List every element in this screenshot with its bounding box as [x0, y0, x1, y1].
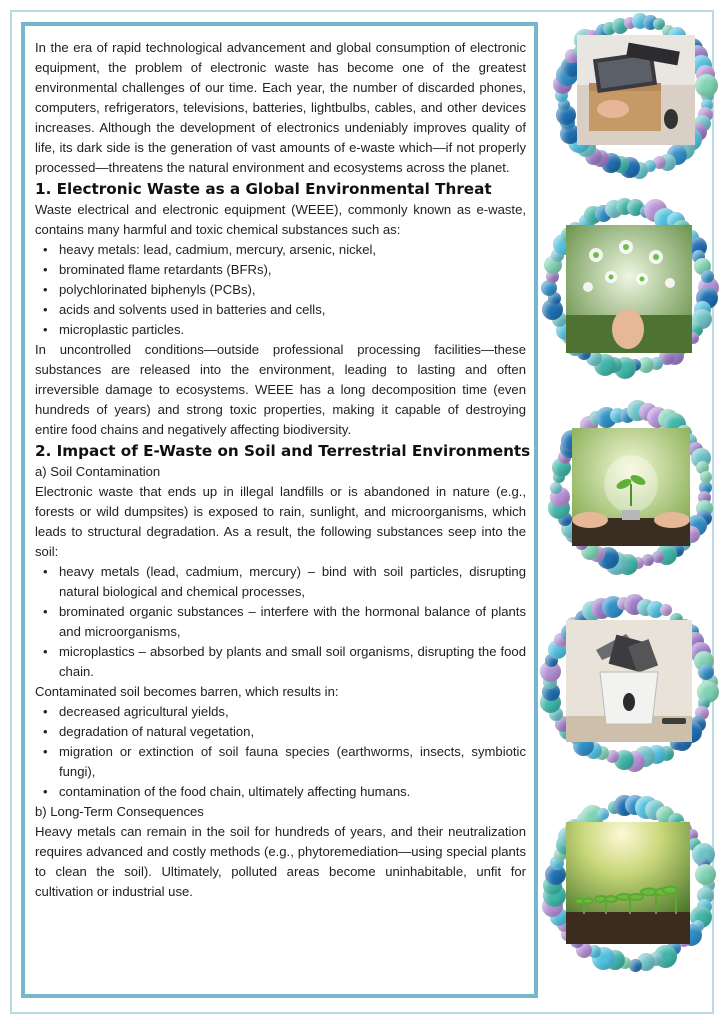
list-item: • microplastic particles.: [35, 320, 526, 340]
section-1-heading: 1. Electronic Waste as a Global Environmental Threat: [35, 180, 492, 198]
soil-substances-list: [35, 562, 526, 682]
list-item: • heavy metals: lead, cadmium, mercury, arsenic, nickel,: [35, 240, 526, 260]
list-item: • migration or extinction of soil fauna species (earthworms, insects, symbiotic fungi),: [35, 742, 526, 782]
bubble-decoration: [550, 482, 562, 494]
list-item: • brominated flame retardants (BFRs),: [35, 260, 526, 280]
section-1-closing: In uncontrolled conditions—outside professional processing facilities—these substances are released into the environment, leading to lasting and often irreversible damage to ecosystems. WEEE has a long decomposition time (even hundreds of years) and strong toxic properties, making it capable of destroying entire food chains and negatively affecting biodiversity.: [35, 342, 526, 437]
electronics-bin-photo: [566, 620, 692, 742]
subheading-long-term: b) Long-Term Consequences: [35, 804, 204, 819]
subheading-soil-contamination: a) Soil Contamination: [35, 464, 161, 479]
bubble-decoration: [698, 664, 714, 680]
article-panel: [21, 22, 538, 998]
bubble-decoration: [642, 554, 654, 566]
list-item: • polychlorinated biphenyls (PCBs),: [35, 280, 526, 300]
list-item: • brominated organic substances – interfere with the hormonal balance of plants and microorganisms,: [35, 602, 526, 642]
list-item: • heavy metals (lead, cadmium, mercury) – bind with soil particles, disrupting natural biological and chemical processes,: [35, 562, 526, 602]
soil-effects-list: [35, 702, 526, 802]
section-2a-lead: Electronic waste that ends up in illegal landfills or is abandoned in nature (e.g., forests or wild dumpsites) is exposed to rain, sunlight, and microorganisms, which leads to structural degradation. As a result, the following substances seep into the soil:: [35, 484, 526, 559]
section-1-lead: Waste electrical and electronic equipment (WEEE), commonly known as e-waste, contains many harmful and toxic chemical substances such as:: [35, 202, 526, 237]
laptop-box-photo: [577, 35, 695, 145]
bubble-decoration: [700, 471, 712, 483]
bubble-decoration: [597, 808, 609, 820]
eco-icons-hands-photo: [566, 225, 692, 353]
bubble-decoration: [695, 74, 718, 97]
lightbulb-plant-photo: [572, 428, 690, 546]
section-2-heading: 2. Impact of E-Waste on Soil and Terrestrial Environments: [35, 442, 531, 460]
list-item: • acids and solvents used in batteries and cells,: [35, 300, 526, 320]
list-item: • decreased agricultural yields,: [35, 702, 526, 722]
bubble-decoration: [660, 604, 672, 616]
list-item: • microplastics – absorbed by plants and small soil organisms, disrupting the food chain.: [35, 642, 526, 682]
bubble-decoration: [629, 959, 642, 972]
bubble-decoration: [701, 270, 714, 283]
toxic-substances-list: [35, 240, 526, 340]
list-item: • contamination of the food chain, ultimately affecting humans.: [35, 782, 526, 802]
intro-paragraph: In the era of rapid technological advancement and global consumption of electronic equipment, the problem of electronic waste has become one of the greatest environmental challenges of our time. Each year, the number of discarded phones, computers, refrigerators, televisions, batteries, lightbulbs, cables, and other devices increases. Although the development of electronics undeniably improves quality of life, its dark side is the generation of vast amounts of e-waste which—if not properly processed—threatens the natural environment and ecosystems across the planet.: [35, 40, 526, 175]
bubble-decoration: [695, 864, 716, 885]
section-2b-text: Heavy metals can remain in the soil for hundreds of years, and their neutralization requires advanced and costly methods (e.g., phytoremediation—using special plants to clean the soil). Ultimately, polluted areas become uninhabitable, unfit for cultivation or industrial use.: [35, 824, 526, 899]
list-item: • degradation of natural vegetation,: [35, 722, 526, 742]
seedlings-sun-photo: [566, 822, 690, 944]
section-2a-lead-2: Contaminated soil becomes barren, which results in:: [35, 684, 339, 699]
